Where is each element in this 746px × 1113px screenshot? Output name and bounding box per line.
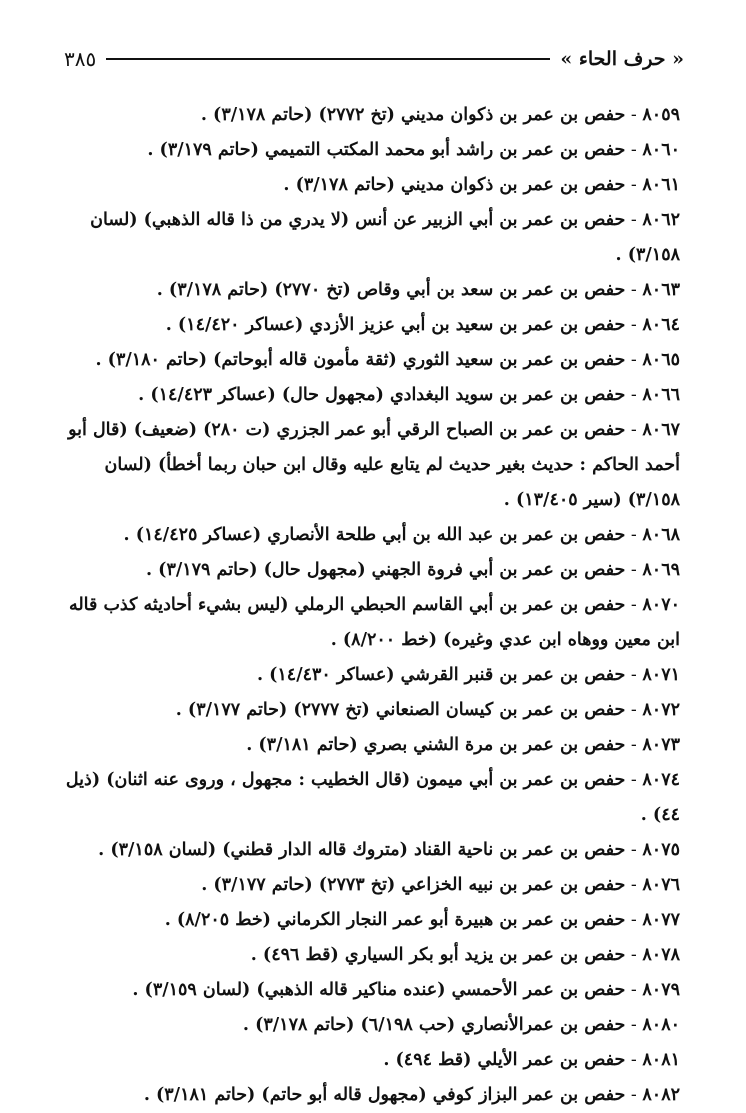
entry-text: حفص بن عمر بن عبد الله بن أبي طلحة الأنصاري (عساكر ١٤/٤٢٥) . (123, 525, 626, 545)
entry-separator: - (625, 560, 643, 580)
entry-separator: - (625, 315, 643, 335)
list-item (62, 763, 680, 833)
entry-number: ٨٠٦٦ (642, 385, 680, 405)
entry-text: حفص بن عمر بن ناحية القناد (متروك قاله الدار قطني) (لسان ٣/١٥٨) . (98, 840, 626, 860)
entry-number: ٨٠٧٨ (642, 945, 680, 965)
list-item (62, 518, 680, 553)
running-head: « حرف الحاء » (560, 48, 684, 70)
list-item (62, 588, 680, 658)
entry-list (62, 98, 680, 1113)
list-item (62, 1078, 680, 1113)
entry-number: ٨٠٧٩ (642, 980, 680, 1000)
entry-number: ٨٠٨٢ (642, 1085, 680, 1105)
entry-separator: - (625, 840, 643, 860)
list-item (62, 343, 680, 378)
entry-separator: - (625, 525, 643, 545)
list-item (62, 378, 680, 413)
entry-separator: - (625, 875, 643, 895)
list-item (62, 868, 680, 903)
header-rule (106, 58, 550, 60)
entry-text: حفص بن عمر الأيلي (قط ٤٩٤) . (383, 1050, 626, 1070)
page-number: ٣٨٥ (64, 47, 97, 71)
entry-separator: - (625, 980, 643, 1000)
entry-number: ٨٠٧٠ (642, 595, 680, 615)
entry-number: ٨٠٧٥ (642, 840, 680, 860)
entry-text: حفص بن عمر بن سويد البغدادي (مجهول حال) (عساكر ١٤/٤٢٣) . (138, 385, 626, 405)
list-item (62, 938, 680, 973)
entry-text: حفص بن عمر بن ذكوان مديني (حاتم ٣/١٧٨) . (283, 175, 626, 195)
entry-text: حفص بن عمر بن سعد بن أبي وقاص (تخ ٢٧٧٠) (حاتم ٣/١٧٨) . (156, 280, 626, 300)
entry-separator: - (625, 210, 643, 230)
entry-separator: - (625, 1015, 643, 1035)
list-item (62, 833, 680, 868)
list-item (62, 973, 680, 1008)
entry-text: حفص بن عمر بن يزيد أبو بكر السياري (قط ٤٩٦) . (250, 945, 626, 965)
list-item (62, 1043, 680, 1078)
list-item (62, 413, 680, 518)
entry-separator: - (625, 420, 643, 440)
entry-text: حفص بن عمر بن أبي القاسم الحبطي الرملي (ليس بشيء أحاديثه كذب قاله ابن معين ووهاه ابن عدي وغيره) (خط ٨/٢٠٠) . (68, 595, 680, 650)
entry-text: حفص بن عمر الأحمسي (عنده مناكير قاله الذهبي) (لسان ٣/١٥٩) . (132, 980, 626, 1000)
entry-number: ٨٠٨١ (642, 1050, 680, 1070)
entry-number: ٨٠٦٧ (642, 420, 680, 440)
entry-text: حفص بن عمر بن الصباح الرقي أبو عمر الجزري (ت ٢٨٠) (ضعيف) (قال أبو أحمد الحاكم : حديث بغير حديث لم يتابع عليه وقال ابن حبان ربما أخطأ) (لسان ٣/١٥٨) (سير ١٣/٤٠٥) . (68, 420, 680, 510)
entry-number: ٨٠٦٨ (642, 525, 680, 545)
entry-number: ٨٠٧٦ (642, 875, 680, 895)
list-item (62, 693, 680, 728)
list-item (62, 553, 680, 588)
entry-number: ٨٠٨٠ (642, 1015, 680, 1035)
entry-text: حفص بن عمر بن هبيرة أبو عمر النجار الكرماني (خط ٨/٢٠٥) . (164, 910, 626, 930)
entry-separator: - (625, 385, 643, 405)
entry-text: حفص بن عمر بن قنبر القرشي (عساكر ١٤/٤٣٠) . (256, 665, 626, 685)
entry-separator: - (625, 280, 643, 300)
list-item (62, 308, 680, 343)
entry-number: ٨٠٦٤ (642, 315, 680, 335)
entry-text: حفص بن عمر بن أبي ميمون (قال الخطيب : مجهول ، وروى عنه اثنان) (ذيل ٤٤) . (65, 770, 680, 825)
list-item (62, 98, 680, 133)
entry-separator: - (625, 140, 643, 160)
list-item (62, 273, 680, 308)
entry-separator: - (625, 735, 643, 755)
entry-separator: - (625, 175, 643, 195)
entry-separator: - (625, 350, 643, 370)
entry-text: حفص بن عمر البزاز كوفي (مجهول قاله أبو حاتم) (حاتم ٣/١٨١) . (143, 1085, 626, 1105)
list-item (62, 133, 680, 168)
entry-separator: - (625, 945, 643, 965)
entry-separator: - (625, 770, 643, 790)
entry-separator: - (625, 1050, 643, 1070)
entry-number: ٨٠٧١ (642, 665, 680, 685)
entry-text: حفص بن عمر بن راشد أبو محمد المكتب التميمي (حاتم ٣/١٧٩) . (147, 140, 626, 160)
entry-separator: - (625, 105, 643, 125)
entry-number: ٨٠٦٣ (642, 280, 680, 300)
list-item (62, 903, 680, 938)
entry-number: ٨٠٥٩ (642, 105, 680, 125)
entry-number: ٨٠٦٠ (642, 140, 680, 160)
list-item (62, 1008, 680, 1043)
entry-number: ٨٠٧٣ (642, 735, 680, 755)
entry-number: ٨٠٦١ (642, 175, 680, 195)
entry-number: ٨٠٧٤ (642, 770, 680, 790)
entry-number: ٨٠٦٥ (642, 350, 680, 370)
list-item (62, 728, 680, 763)
entry-number: ٨٠٧٧ (642, 910, 680, 930)
entry-number: ٨٠٦٢ (642, 210, 680, 230)
entry-number: ٨٠٧٢ (642, 700, 680, 720)
entry-separator: - (625, 1085, 643, 1105)
list-item (62, 203, 680, 273)
entry-text: حفص بن عمر بن كيسان الصنعاني (تخ ٢٧٧٧) (حاتم ٣/١٧٧) . (175, 700, 626, 720)
entry-text: حفص بن عمرالأنصاري (حب ٦/١٩٨) (حاتم ٣/١٧٨) . (242, 1015, 626, 1035)
page-header (64, 44, 684, 74)
entry-text: حفص بن عمر بن نبيه الخزاعي (تخ ٢٧٧٣) (حاتم ٣/١٧٧) . (201, 875, 626, 895)
entry-separator: - (625, 595, 643, 615)
entry-text: حفص بن عمر بن مرة الشني بصري (حاتم ٣/١٨١) . (246, 735, 626, 755)
entry-separator: - (625, 700, 643, 720)
entry-text: حفص بن عمر بن ذكوان مديني (تخ ٢٧٧٢) (حاتم ٣/١٧٨) . (200, 105, 626, 125)
entry-text: حفص بن عمر بن سعيد بن أبي عزيز الأزدي (عساكر ١٤/٤٢٠) . (165, 315, 626, 335)
entry-number: ٨٠٦٩ (642, 560, 680, 580)
list-item (62, 168, 680, 203)
list-item (62, 658, 680, 693)
entry-separator: - (625, 665, 643, 685)
entry-text: حفص بن عمر بن سعيد الثوري (ثقة مأمون قاله أبوحاتم) (حاتم ٣/١٨٠) . (95, 350, 626, 370)
entry-text: حفص بن عمر بن أبي الزبير عن أنس (لا يدري من ذا قاله الذهبي) (لسان ٣/١٥٨) . (90, 210, 680, 265)
entry-separator: - (625, 910, 643, 930)
entry-text: حفص بن عمر بن أبي فروة الجهني (مجهول حال) (حاتم ٣/١٧٩) . (145, 560, 626, 580)
